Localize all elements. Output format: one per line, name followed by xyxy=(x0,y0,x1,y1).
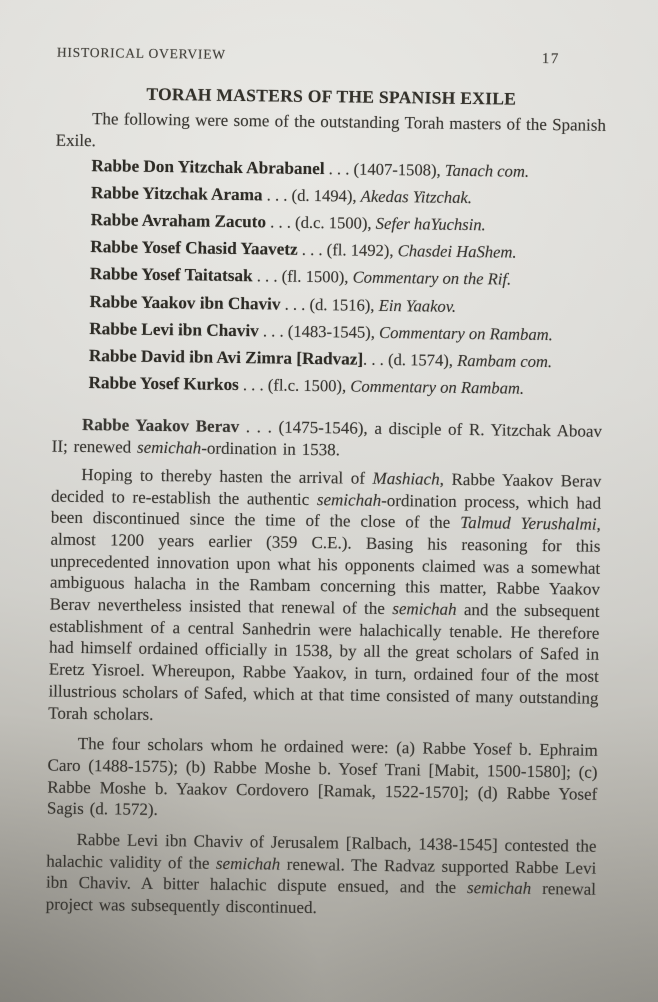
master-dates: . . . (d. 1494), xyxy=(262,185,361,206)
master-dates: . . . (fl. 1500), xyxy=(252,266,353,287)
master-name: Rabbe Yaakov ibn Chaviv xyxy=(89,291,281,314)
paragraph-semichah-renewal: Hoping to thereby hasten the arrival of Mashiach, Rabbe Yaakov Berav decided to re-establish the authentic semichah-ordination process, which had been discontinued since the time of the close of the Talmud Yerushalmi, almost 1200 years earlier (359 C.E.). Basing his reasoning for this unprecedented innovation upon what his opponents claimed was a somewhat ambiguous halacha in the Rambam concerning this matter, Rabbe Yaakov Berav nevertheless insisted that renewal of the semichah and the subsequent establishment of a central Sanhedrin were halachically tenable. He therefore had himself ordained officially in 1538, by all the great scholars of Safed in Eretz Yisroel. Whereupon, Rabbe Yaakov, in turn, ordained four of the most illustrious scholars of Safed, which at that time consisted of many outstanding Torah scholars. xyxy=(48,464,602,724)
master-dates: . . . (1483-1545), xyxy=(258,321,380,342)
master-work: Akedas Yitzchak. xyxy=(360,186,473,207)
section-title: TORAH MASTERS OF THE SPANISH EXILE xyxy=(146,83,517,109)
master-name: Rabbe Levi ibn Chaviv xyxy=(89,318,259,341)
master-work: Sefer haYuchsin. xyxy=(375,213,486,235)
master-name: Rabbe David ibn Avi Zimra [Radvaz] xyxy=(88,346,364,369)
paragraph-dispute: Rabbe Levi ibn Chaviv of Jerusalem [Ralbach, 1438-1545] contested the halachic validity of the semichah renewal. The Radvaz supported Rabbe Levi ibn Chaviv. A bitter halachic dispute ensued, and the semichah renewal project was subsequently discontinued. xyxy=(45,830,597,918)
master-dates: . . . (fl.c. 1500), xyxy=(238,375,351,396)
master-work: Tanach com. xyxy=(444,160,530,181)
master-dates: . . . (d.c. 1500), xyxy=(265,212,376,233)
master-name: Rabbe Don Yitzchak Abrabanel xyxy=(91,155,325,178)
master-work: Commentary on the Rif. xyxy=(352,267,512,289)
master-name: Rabbe Yosef Kurkos xyxy=(88,373,239,395)
running-header-title: HISTORICAL OVERVIEW xyxy=(56,44,226,62)
intro-paragraph: The following were some of the outstanding Torah masters of the Spanish Exile. xyxy=(55,109,607,150)
paragraph-berav: Rabbe Yaakov Berav . . . (1475-1546), a disciple of R. Yitzchak Aboav II; renewed semichah-ordination in 1538. xyxy=(51,415,603,460)
master-name: Rabbe Yosef Taitatsak xyxy=(89,264,253,286)
master-name: Rabbe Avraham Zacuto xyxy=(90,210,267,232)
master-name: Rabbe Yitzchak Arama xyxy=(90,182,263,205)
master-dates: . . . (d. 1516), xyxy=(280,294,379,315)
master-work: Rambam com. xyxy=(457,350,553,372)
master-dates: . . . (d. 1574), xyxy=(363,349,458,370)
master-dates: . . . (fl. 1492), xyxy=(297,239,398,261)
master-work: Commentary on Rambam. xyxy=(350,376,525,398)
master-dates: . . . (1407-1508), xyxy=(324,158,445,180)
running-header xyxy=(57,44,607,69)
page-content xyxy=(46,44,607,923)
master-work: Chasdei HaShem. xyxy=(397,241,517,262)
master-work: Ein Yaakov. xyxy=(378,295,457,316)
page-number: 17 xyxy=(541,50,560,68)
torah-masters-list xyxy=(88,152,605,404)
master-work: Commentary on Rambam. xyxy=(378,322,553,344)
paragraph-four-scholars: The four scholars whom he ordained were: (a) Rabbe Yosef b. Ephraim Caro (1488-1575); (b) Rabbe Moshe b. Yosef Trani [Mabit, 1500-1580]; (c) Rabbe Moshe b. Yaakov Cordovero [Ramak, 1522-1570]; (d) Rabbe Yosef Sagis (d. 1572). xyxy=(46,734,598,820)
master-name: Rabbe Yosef Chasid Yaavetz xyxy=(90,237,298,259)
